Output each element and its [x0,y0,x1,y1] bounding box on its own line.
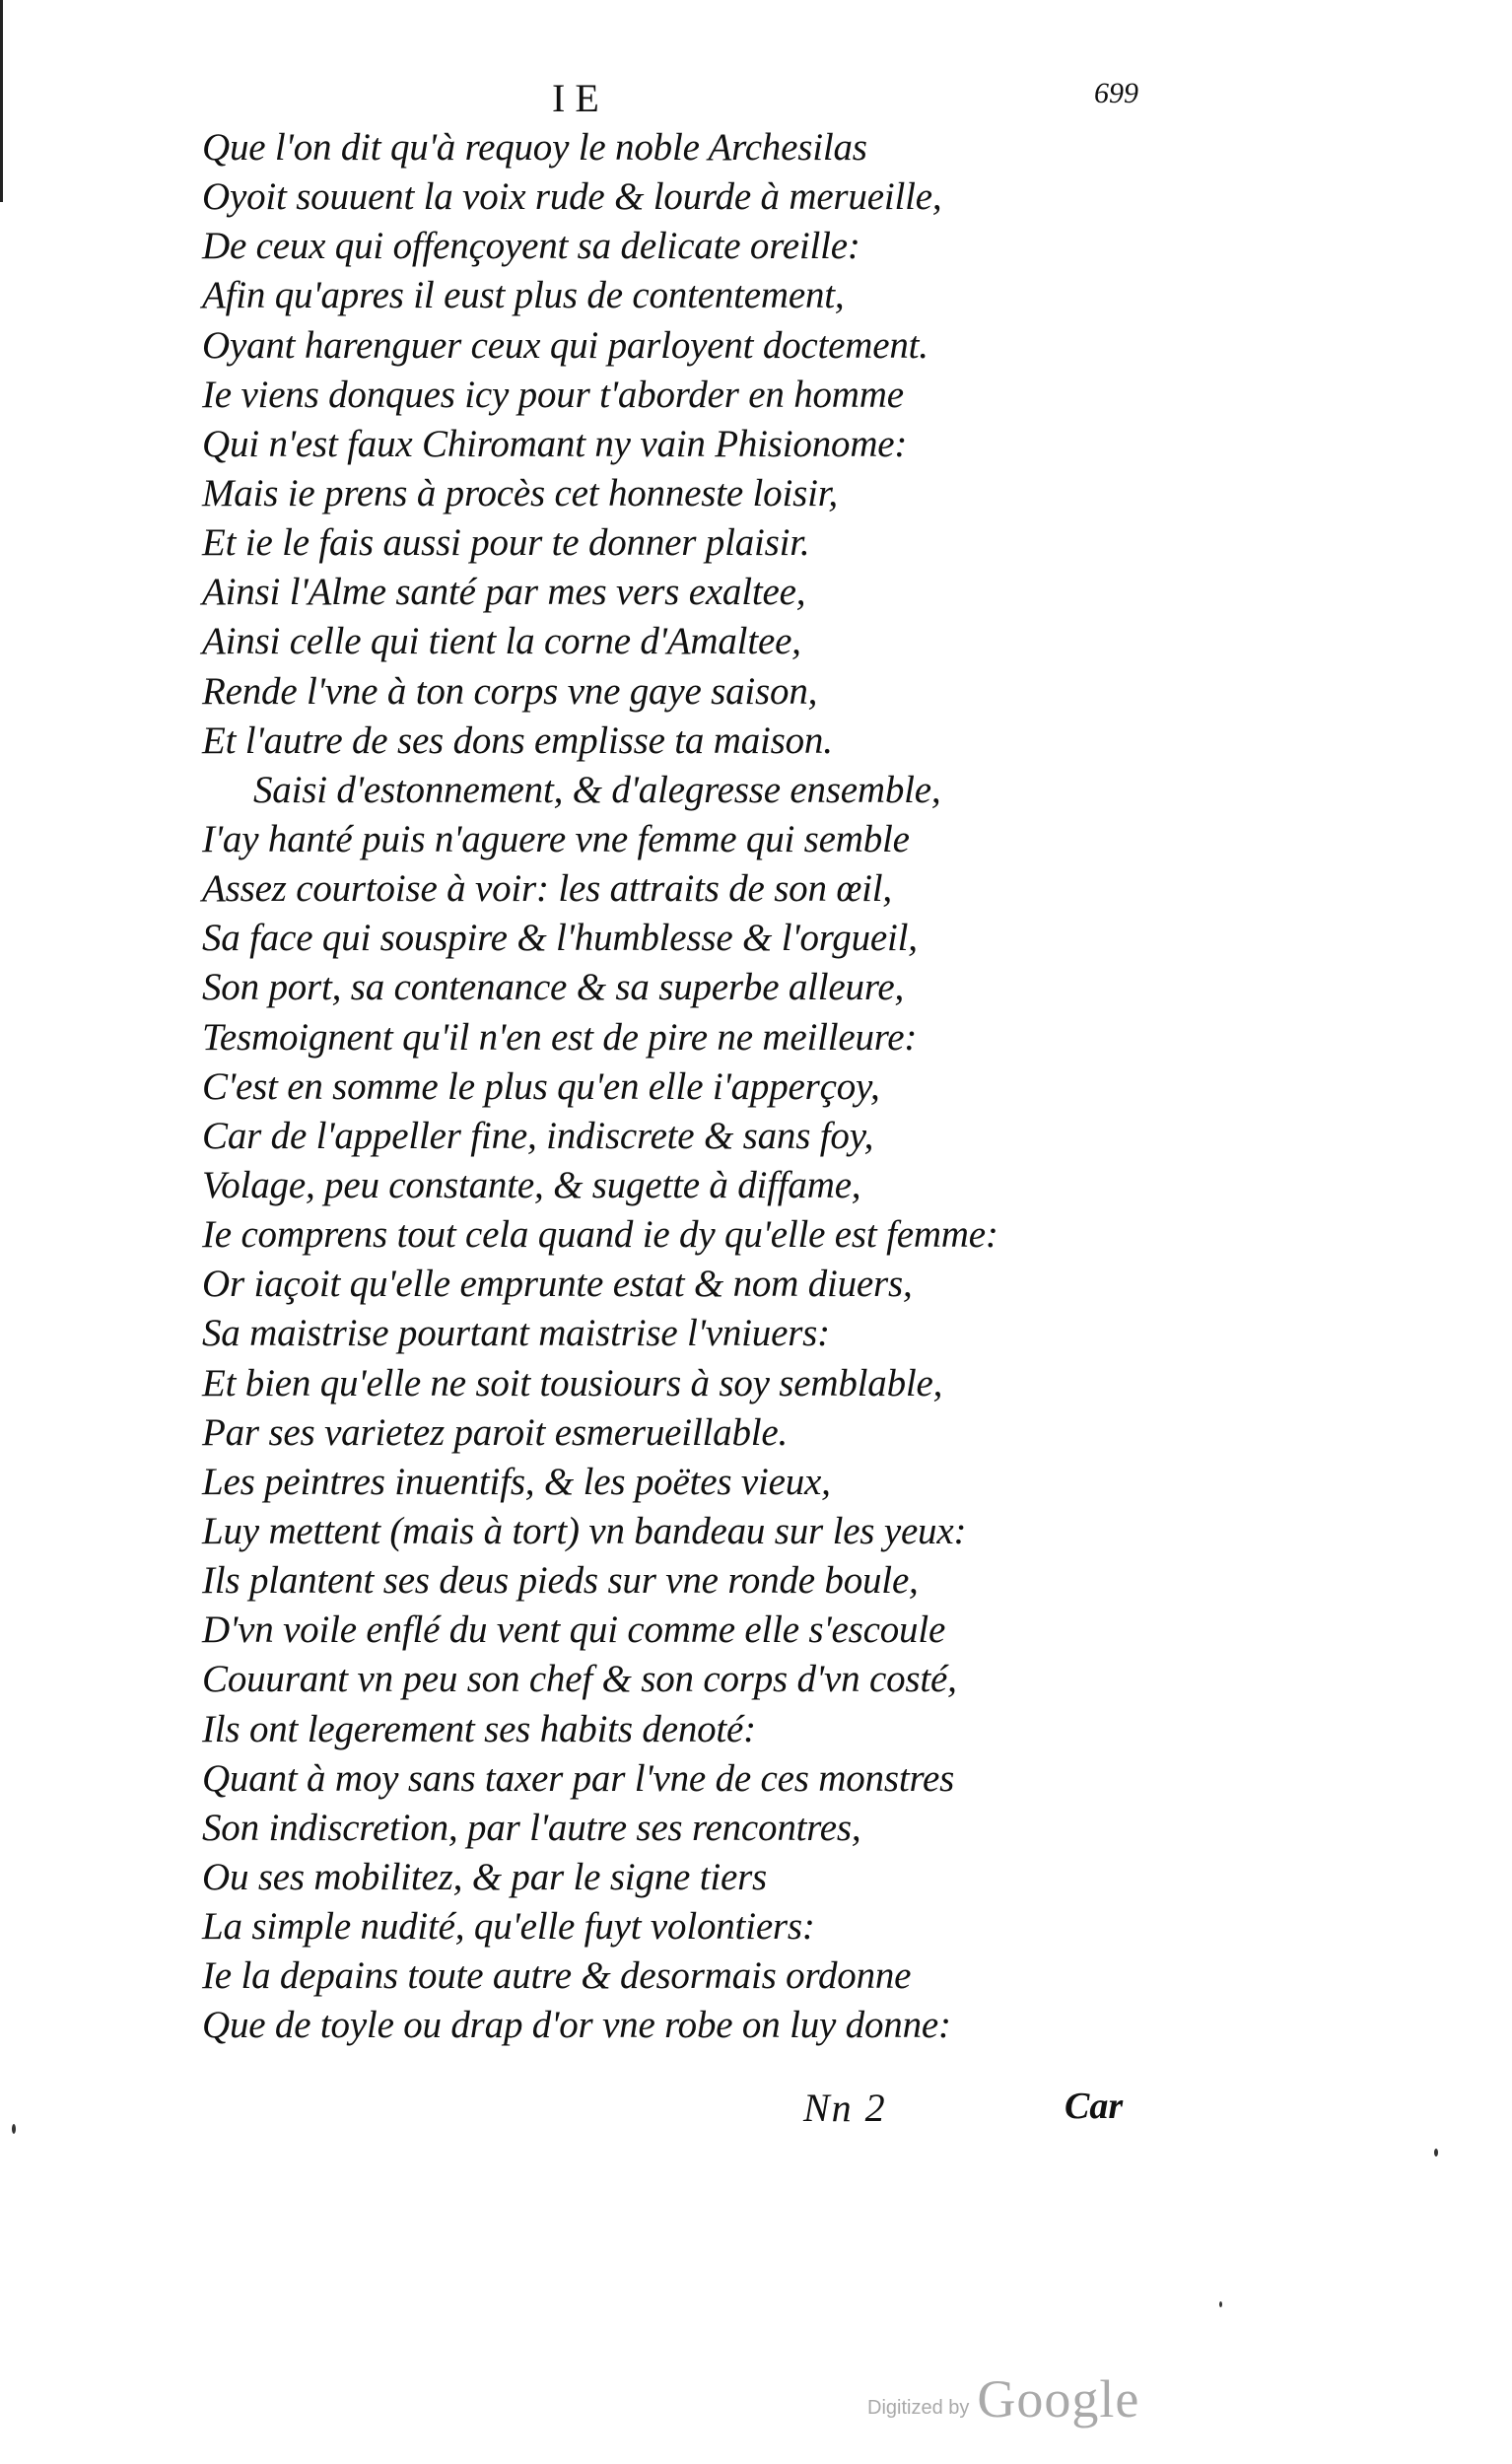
ink-speck [1219,2301,1222,2307]
verse-line: Ainsi celle qui tient la corne d'Amaltee, [202,620,801,663]
verse-line: Qui n'est faux Chiromant ny vain Phisionome: [202,422,908,465]
verse-line: Oyant harenguer ceux qui parloyent doctement. [202,323,928,367]
verse-line: Ou ses mobilitez, & par le signe tiers [202,1855,768,1898]
verse-line: Par ses varietez paroit esmerueillable. [202,1410,789,1454]
page-footer [0,2085,1512,2144]
verse-line: I'ay hanté puis n'aguere vne femme qui semble [202,817,910,860]
verse-line: Car de l'appeller fine, indiscrete & sans foy, [202,1114,874,1157]
verse-line: Sa maistrise pourtant maistrise l'vniuers: [202,1312,830,1355]
verse-line: Les peintres inuentifs, & les poëtes vieux, [202,1460,831,1503]
page-header [0,67,1512,126]
verse-line: Ie viens donques icy pour t'aborder en homme [202,373,904,416]
verse-line: Quant à moy sans taxer par l'vne de ces monstres [202,1756,955,1800]
google-logo: Google [977,2369,1140,2429]
catchword: Car [1065,2086,1124,2127]
verse-line: De ceux qui offençoyent sa delicate oreille: [202,225,860,268]
verse-line: Mais ie prens à procès cet honneste loisir, [202,471,838,514]
verse-line: Afin qu'apres il eust plus de contentement, [202,274,845,317]
verse-line: Ils ont legerement ses habits denoté: [202,1707,756,1750]
verse-line: Oyoit souuent la voix rude & lourde à merueille, [202,175,942,219]
verse-line: C'est en somme le plus qu'en elle i'apperçoy, [202,1064,880,1108]
page-number: 699 [1094,77,1138,109]
verse-line: Assez courtoise à voir: les attraits de son œil, [202,867,892,911]
verse-line: Ie comprens tout cela quand ie dy qu'elle est femme: [202,1213,998,1257]
verse-line: Que de toyle ou drap d'or vne robe on luy donne: [202,2004,951,2047]
verse-line: Ainsi l'Alme santé par mes vers exaltee, [202,571,806,614]
ink-speck [12,2124,16,2134]
verse-block [202,123,1286,2050]
verse-line: Sa face qui souspire & l'humblesse & l'orgueil, [202,917,918,960]
verse-line: Et bien qu'elle ne soit tousiours à soy semblable, [202,1361,943,1404]
verse-line: D'vn voile enflé du vent qui comme elle s'escoule [202,1608,946,1652]
verse-line: Et ie le fais aussi pour te donner plaisir. [202,521,810,565]
digitized-watermark [867,2351,1139,2430]
verse-line: Rende l'vne à ton corps vne gaye saison, [202,669,818,713]
ink-speck [1434,2149,1438,2156]
watermark-prefix: Digitized by [867,2397,970,2419]
verse-line: Couurant vn peu son chef & son corps d'vn costé, [202,1658,957,1701]
verse-line: Saisi d'estonnement, & d'alegresse ensemble, [253,768,941,811]
verse-line: Son port, sa contenance & sa superbe alleure, [202,966,905,1009]
verse-line: Son indiscretion, par l'autre ses rencontres, [202,1806,861,1849]
verse-line: Ils plantent ses deus pieds sur vne ronde boule, [202,1559,919,1603]
verse-line: Ie la depains toute autre & desormais ordonne [202,1954,912,1998]
running-head: IE [552,76,609,120]
verse-line: Luy mettent (mais à tort) vn bandeau sur les yeux: [202,1509,967,1552]
verse-line: Et l'autre de ses dons emplisse ta maison. [202,719,833,762]
verse-line: Tesmoignent qu'il n'en est de pire ne meilleure: [202,1015,918,1059]
verse-line: Que l'on dit qu'à requoy le noble Archesilas [202,126,867,169]
verse-line: Or iaçoit qu'elle emprunte estat & nom diuers, [202,1263,913,1306]
signature-mark: Nn 2 [803,2086,887,2130]
verse-line: Volage, peu constante, & sugette à diffame, [202,1163,861,1206]
verse-line: La simple nudité, qu'elle fuyt volontiers: [202,1905,815,1949]
